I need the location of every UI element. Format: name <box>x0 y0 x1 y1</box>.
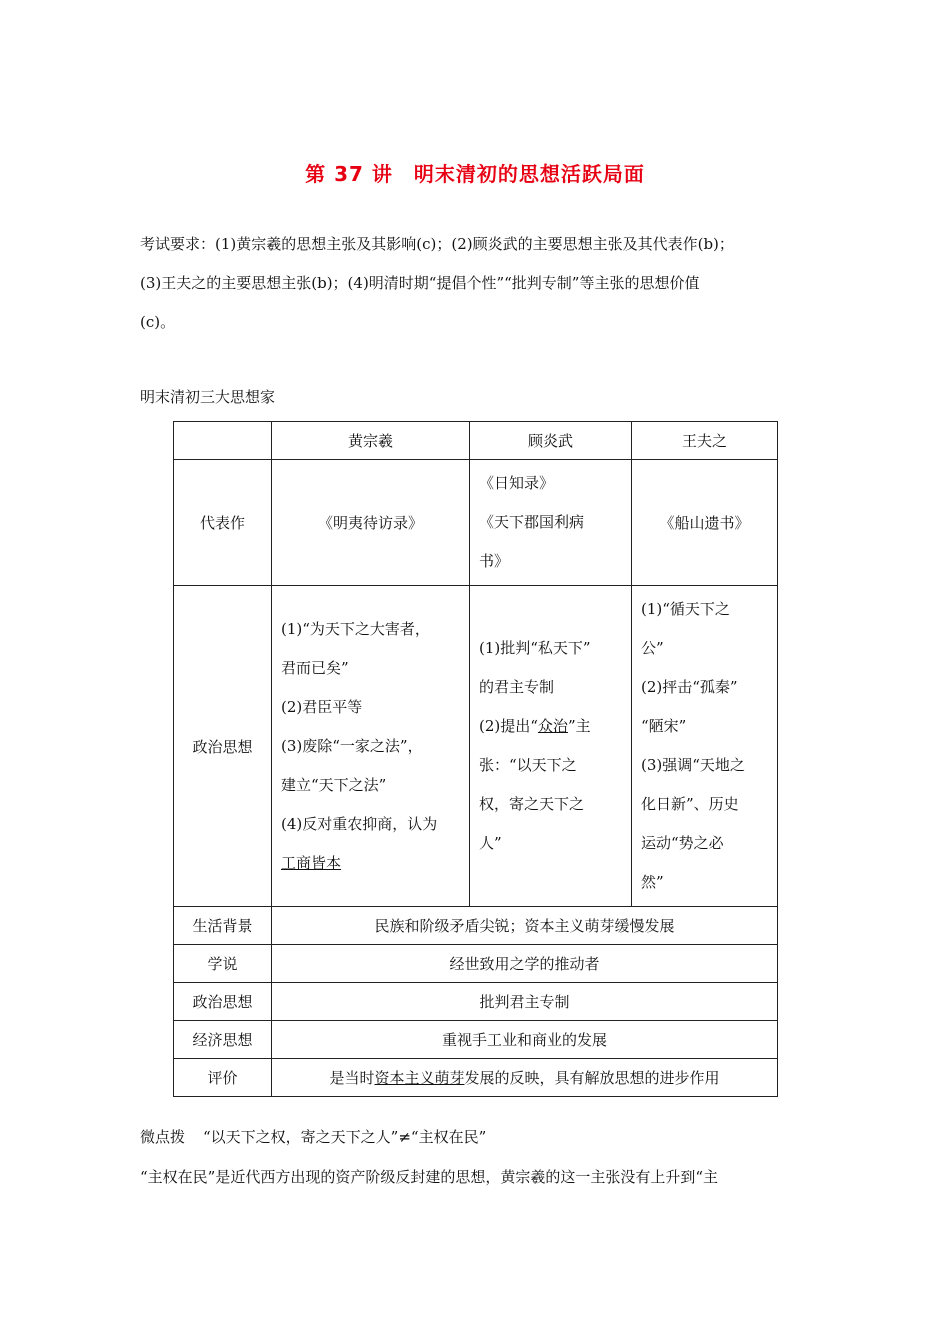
politics-huang <box>272 586 470 907</box>
politics-line: (1)“循天下之 <box>641 600 730 618</box>
header-gu: 顾炎武 <box>470 422 632 460</box>
politics-line: 张：“以天下之 <box>479 756 577 774</box>
underlined-term: 众治 <box>537 717 568 735</box>
requirement-line: 考试要求：(1)黄宗羲的思想主张及其影响(c)；(2)顾炎武的主要思想主张及其代表作(b)； <box>140 235 734 253</box>
eval-label: 评价 <box>174 1059 272 1097</box>
politics-line: (2)抨击“孤秦” <box>641 678 738 696</box>
politics-line: 然” <box>641 873 664 891</box>
requirement-line: (3)王夫之的主要思想主张(b)；(4)明清时期“提倡个性”“批判专制”等主张的思想价值 <box>140 274 700 292</box>
politics-line: 人” <box>479 834 502 852</box>
underlined-term: 资本主义萌芽 <box>374 1069 465 1087</box>
row-label: 经济思想 <box>174 1021 272 1059</box>
row-label: 政治思想 <box>174 983 272 1021</box>
header-huang: 黄宗羲 <box>272 422 470 460</box>
section-title: 明末清初三大思想家 <box>140 388 276 406</box>
works-gu-line: 书》 <box>479 552 510 570</box>
politics-line: (4)反对重农抑商，认为 <box>281 814 438 833</box>
politics-line: (1)批判“私天下” <box>479 639 591 657</box>
works-wang: 《船山遗书》 <box>632 460 778 586</box>
text-fragment: ”主 <box>567 717 591 735</box>
politics-gu <box>470 586 632 907</box>
politics-line: 运动“势之必 <box>641 834 724 852</box>
exam-requirements <box>140 225 820 342</box>
row-value: 民族和阶级矛盾尖锐；资本主义萌芽缓慢发展 <box>272 907 778 945</box>
tip-label: 微点拨 <box>140 1128 186 1146</box>
requirement-line: (c)。 <box>140 313 176 331</box>
row-label: 学说 <box>174 945 272 983</box>
politics-line: “陋宋” <box>641 717 687 735</box>
works-gu <box>470 460 632 586</box>
politics-line: 君而已矣” <box>281 658 349 677</box>
text-fragment: 是当时 <box>329 1069 375 1087</box>
politics-line: 化日新”、历史 <box>641 795 739 813</box>
politics-line: (2)君臣平等 <box>281 697 363 716</box>
works-gu-line: 《天下郡国利病 <box>479 513 585 531</box>
underlined-term: 工商皆本 <box>281 853 342 872</box>
politics-line: 权，寄之天下之 <box>479 795 585 813</box>
works-label: 代表作 <box>174 460 272 586</box>
body-paragraph: “主权在民”是近代西方出现的资产阶级反封建的思想，黄宗羲的这一主张没有上升到“主 <box>140 1168 719 1186</box>
tip <box>140 1126 486 1147</box>
politics-line: 的君主专制 <box>479 678 555 696</box>
row-label: 生活背景 <box>174 907 272 945</box>
row-value: 重视手工业和商业的发展 <box>272 1021 778 1059</box>
politics-line: 建立“天下之法” <box>281 775 387 794</box>
politics-line: (1)“为天下之大害者， <box>281 619 430 638</box>
politics-line: (3)强调“天地之 <box>641 756 745 774</box>
politics-line: 公” <box>641 639 664 657</box>
row-value: 经世致用之学的推动者 <box>272 945 778 983</box>
header-wang: 王夫之 <box>632 422 778 460</box>
works-gu-line: 《日知录》 <box>479 474 555 492</box>
politics-label: 政治思想 <box>174 586 272 907</box>
table-corner <box>174 422 272 460</box>
eval-value <box>272 1059 778 1097</box>
thinkers-table <box>173 421 778 1097</box>
row-value: 批判君主专制 <box>272 983 778 1021</box>
politics-wang <box>632 586 778 907</box>
page-title: 第 37 讲 明末清初的思想活跃局面 <box>305 162 645 186</box>
text-fragment: (2)提出“ <box>479 717 538 735</box>
tip-text: “以天下之权，寄之天下之人”≠“主权在民” <box>203 1128 487 1146</box>
text-fragment: 发展的反映，具有解放思想的进步作用 <box>464 1069 720 1087</box>
politics-line <box>479 707 622 746</box>
works-huang: 《明夷待访录》 <box>272 460 470 586</box>
politics-line: (3)废除“一家之法”， <box>281 736 423 755</box>
